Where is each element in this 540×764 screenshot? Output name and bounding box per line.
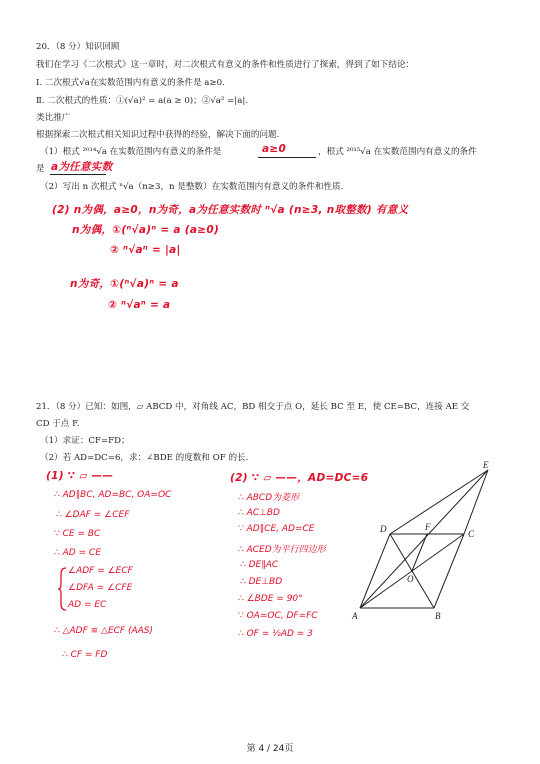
- q20-intro: 我们在学习《二次根式》这一章时，对二次根式有意义的条件和性质进行了探索，得到了如下结论：: [36, 60, 415, 70]
- q20-hw-line3: ② ⁿ√aⁿ = |a|: [110, 244, 181, 256]
- label-O: O: [407, 574, 414, 584]
- q21-right-proof-5: ∴ DE∥AC: [240, 560, 279, 570]
- q20-fact2: Ⅱ. 二次根式的性质：①(√a)² = a(a ≥ 0)；②√a² =|a|.: [36, 96, 248, 106]
- q20-hw-line2: n为偶，①(ⁿ√a)ⁿ = a (a≥0): [72, 224, 220, 236]
- q21-left-proof-7: AD = EC: [68, 600, 107, 610]
- q20-instruction: 根据探索二次根式相关知识过程中获得的经验，解决下面的问题.: [36, 130, 280, 140]
- q21-left-brace: [58, 566, 68, 612]
- q21-right-proof-3: ∵ AD∥CE, AD=CE: [238, 524, 315, 534]
- q21-line1: 21．（8 分）已知：如图，▱ ABCD 中，对角线 AC，BD 相交于点 O，延长 BC 至 E，使 CE=BC，连接 AE 交: [36, 402, 470, 412]
- q21-right-proof-1: ∴ ABCD为菱形: [238, 493, 300, 503]
- q20-blank1-answer: a≥0: [262, 143, 287, 155]
- q20-part2: （2）写出 n 次根式 ⁿ√a（n≥3，n 是整数）在实数范围内有意义的条件和性质.: [40, 182, 344, 192]
- q21-right-proof-0: (2) ∵ ▱ ——，AD=DC=6: [230, 472, 369, 484]
- q21-right-proof-6: ∴ DE⊥BD: [240, 577, 283, 587]
- q21-line2: CD 于点 F.: [36, 419, 80, 429]
- page-footer: 第 4 / 24页: [246, 744, 294, 754]
- label-C: C: [468, 529, 475, 539]
- q21-right-proof-7: ∴ ∠BDE = 90°: [238, 594, 303, 604]
- q21-right-proof-8: ∵ OA=OC, DF=FC: [238, 611, 318, 621]
- q21-left-proof-2: ∴ ∠DAF = ∠CEF: [56, 510, 130, 520]
- q21-geometry-figure: [340, 458, 500, 628]
- label-E: E: [483, 460, 489, 470]
- q20-part1-b: ，根式 ²⁰¹⁵√a 在实数范围内有意义的条件: [318, 147, 477, 157]
- segment-CE: [464, 470, 488, 534]
- label-F: F: [425, 522, 431, 532]
- q21-left-proof-9: ∴ CF = FD: [62, 650, 108, 660]
- q21-left-proof-0: (1) ∵ ▱ ——: [46, 470, 114, 482]
- q20-part1-c: 是: [36, 164, 45, 174]
- q20-part1-a: （1）根式 ²⁰¹⁴√a 在实数范围内有意义的条件是: [40, 147, 222, 157]
- q21-left-proof-8: ∴ △ADF ≌ △ECF (AAS): [54, 626, 154, 636]
- q20-analogy: 类比推广: [36, 113, 71, 123]
- q20-hw-line4: n为奇，①(ⁿ√a)ⁿ = a: [70, 278, 179, 290]
- q20-hw-line5: ② ⁿ√aⁿ = a: [108, 299, 171, 311]
- q20-blank2-answer: a为任意实数: [51, 161, 113, 173]
- q21-left-proof-3: ∵ CE = BC: [54, 529, 101, 539]
- segment-DE: [390, 470, 488, 534]
- q21-part2: （2）若 AD=DC=6，求：∠BDE 的度数和 OF 的长.: [40, 453, 249, 463]
- label-A: A: [352, 611, 358, 621]
- q21-part1: （1）求证：CF=FD；: [40, 436, 130, 446]
- q21-right-proof-4: ∴ ACED为平行四边形: [238, 545, 326, 555]
- q21-left-proof-5: ∠ADF = ∠ECF: [68, 566, 133, 576]
- q20-hw-line1: (2) n为偶，a≥0，n为奇，a为任意实数时 ⁿ√a (n≥3, n取整数) 有意义: [52, 204, 409, 216]
- q21-right-proof-9: ∴ OF = ½AD = 3: [238, 629, 313, 639]
- q20-header: 20．（8 分）知识回顾: [36, 42, 120, 52]
- q21-left-proof-1: ∴ AD∥BC, AD=BC, OA=OC: [54, 490, 172, 500]
- q21-left-proof-4: ∴ AD = CE: [54, 548, 101, 558]
- label-D: D: [380, 524, 387, 534]
- label-B: B: [435, 611, 441, 621]
- q21-right-proof-2: ∴ AC⊥BD: [238, 508, 280, 518]
- q20-fact1: Ⅰ. 二次根式√a在实数范围内有意义的条件是 a≥0.: [36, 78, 225, 88]
- q21-left-proof-6: ∠DFA = ∠CFE: [68, 583, 133, 593]
- segment-AE: [360, 470, 488, 608]
